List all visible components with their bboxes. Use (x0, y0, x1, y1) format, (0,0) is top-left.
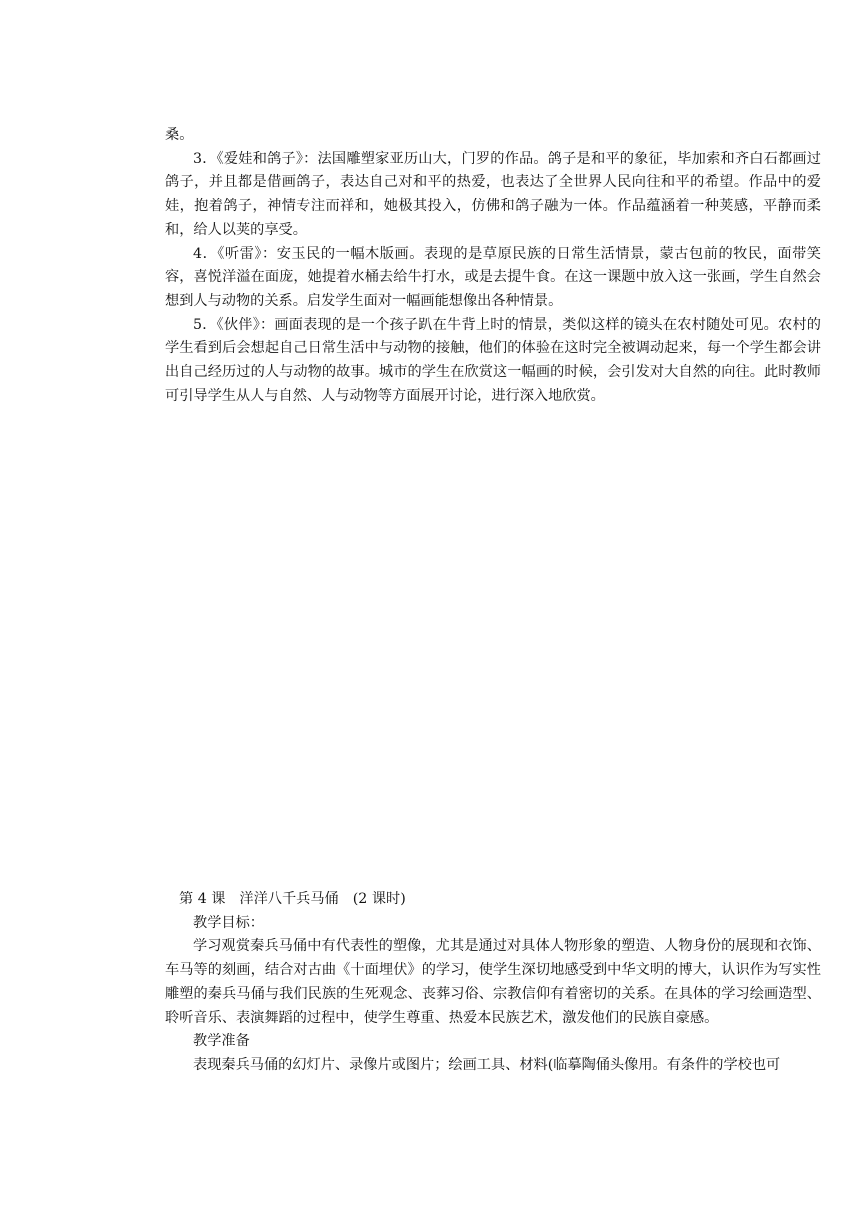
goals-heading: 教学目标： (193, 914, 264, 931)
artwork-note-3: 3．《爱娃和鸽子》：法国雕塑家亚历山大，门罗的作品。鸽子是和平的象征，毕加索和齐白石都画过鸽子，并且都是借画鸽子，表达自己对和平的热爱，也表达了全世界人民向往和平的希望。作品中的爱娃，抱着鸽子，神情专注而祥和，她极其投入，仿佛和鸽子融为一体。作品蕴涵着一种荚感，平静而柔和，给人以荚的享受。 (165, 150, 821, 238)
lesson-name: 洋洋八千兵马俑 (239, 891, 339, 907)
goals-text: 学习观赏秦兵马俑中有代表性的塑像，尤其是通过对具体人物形象的塑造、人物身份的展现和衣饰、车马等的刻画，结合对古曲《十面埋伏》的学习，使学生深切地感受到中华文明的博大，认识作为写实性雕塑的秦兵马俑与我们民族的生死观念、丧葬习俗、宗教信仰有着密切的关系。在具体的学习绘画造型、聆听音乐、表演舞蹈的过程中，使学生尊重、热爱本民族艺术，激发他们的民族自豪感。 (165, 938, 821, 1026)
artwork-note-5: 5．《伙伴》：画面表现的是一个孩子趴在牛背上时的情景，类似这样的镜头在农村随处可见。农村的学生看到后会想起自己日常生活中与动物的接触，他们的体验在这时完全被调动起来，每一个学生都会讲出自己经历过的人与动物的故事。城市的学生在欣赏这一幅画的时候，会引发对大自然的向往。此时教师可引导学生从人与自然、人与动物等方面展开讨论，进行深入地欣赏。 (165, 316, 821, 404)
prep-heading: 教学准备 (193, 1033, 250, 1050)
artwork-note-4: 4．《听雷》：安玉民的一幅木版画。表现的是草原民族的日常生活情景，蒙古包前的牧民，面带笑容，喜悦洋溢在面庞，她提着水桶去给牛打水，或是去提牛食。在这一课题中放入这一张画，学生自然会想到人与动物的关系。启发学生面对一幅画能想像出各种情景。 (165, 245, 821, 309)
lesson-4-section (165, 888, 821, 1078)
artwork-notes-section (165, 124, 821, 408)
continuation-text: 桑。 (165, 127, 194, 143)
lesson-title (165, 888, 821, 912)
prep-text: 表现秦兵马俑的幻灯片、录像片或图片；绘画工具、材料(临摹陶俑头像用。有条件的学校也可 (193, 1056, 781, 1073)
lesson-number: 第 4 课 (179, 891, 226, 907)
lesson-hours: (2 课时) (352, 891, 406, 907)
